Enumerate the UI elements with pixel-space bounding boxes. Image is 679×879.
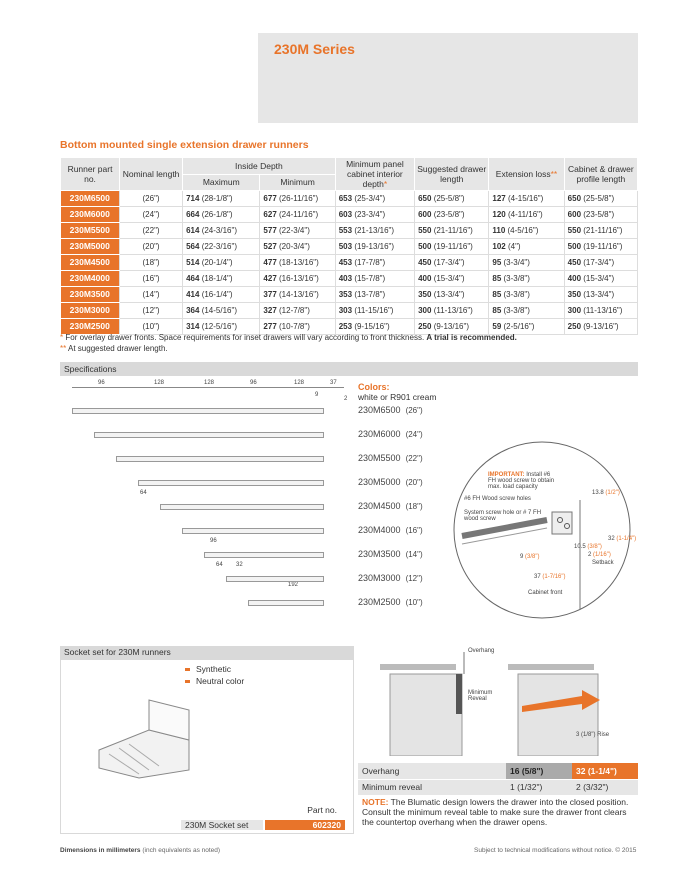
col-nominal: Nominal length: [120, 158, 183, 191]
detail-dim-1: 13.8 (1/2"): [592, 490, 620, 496]
min-panel-depth: 653 (25-3/4"): [335, 191, 414, 207]
cabinet-profile-length: 350 (13-3/4"): [564, 287, 637, 303]
runner-drawing: [160, 504, 324, 510]
detail-dim-6: 37 (1-7/16"): [534, 574, 566, 580]
runner-drawing-label: 230M3000 (12"): [358, 573, 423, 583]
max-depth: 564 (22-3/16"): [183, 239, 260, 255]
top-dim-6: 37: [330, 380, 337, 386]
top-dim-5: 128: [294, 380, 305, 386]
runner-drawing: [182, 528, 324, 534]
nominal-length: (12"): [120, 303, 183, 319]
nominal-length: (22"): [120, 223, 183, 239]
extension-loss: 110 (4-5/16"): [489, 223, 564, 239]
runner-part-number: 230M2500: [61, 319, 120, 335]
col-cabinet: Cabinet & drawer profile length: [564, 158, 637, 191]
bullet-icon: [185, 680, 190, 683]
suggested-length: 600 (23-5/8"): [415, 207, 489, 223]
runner-drawing-label: 230M6000 (24"): [358, 429, 423, 439]
runner-part-number: 230M4000: [61, 271, 120, 287]
min-depth: 627 (24-11/16"): [260, 207, 335, 223]
detail-system-screw: System screw hole or # 7 FH wood screw: [464, 510, 542, 522]
cabinet-profile-length: 650 (25-5/8"): [564, 191, 637, 207]
colors-block: [358, 382, 436, 402]
suggested-length: 400 (15-3/4"): [415, 271, 489, 287]
runners-table: [60, 157, 638, 335]
bullet-icon: [185, 668, 190, 671]
socket-option-1: Synthetic: [185, 664, 231, 674]
runner-drawing: [226, 576, 324, 582]
max-depth: 664 (26-1/8"): [183, 207, 260, 223]
detail-dim-2: 32 (1-1/4"): [608, 536, 637, 542]
runner-drawing: [94, 432, 324, 438]
footer-right: Subject to technical modifications without notice. © 2015: [474, 847, 637, 854]
extension-loss: 120 (4-11/16"): [489, 207, 564, 223]
col-min-panel: Minimum panel cabinet interior depth*: [335, 158, 414, 191]
cabinet-profile-length: 550 (21-11/16"): [564, 223, 637, 239]
col-maximum: Maximum: [183, 174, 260, 191]
min-depth: 577 (22-3/4"): [260, 223, 335, 239]
runner-drawing-label: 230M3500 (14"): [358, 549, 423, 559]
min-reveal-label: Minimum Reveal: [468, 690, 493, 702]
suggested-length: 300 (11-13/16"): [415, 303, 489, 319]
min-panel-depth: 553 (21-13/16"): [335, 223, 414, 239]
table-note-1: * For overlay drawer fronts. Space requirements for inset drawers will vary according to front thickness. A trial is recommended.: [60, 333, 517, 342]
nominal-length: (20"): [120, 239, 183, 255]
runner-drawing-label: 230M5000 (20"): [358, 477, 423, 487]
overhang-diagram-1: [380, 652, 500, 756]
side-dim-1: 9: [315, 392, 319, 398]
runner-drawing-label: 230M4500 (18"): [358, 501, 423, 511]
overhang-row-v2: 32 (1-1/4"): [572, 763, 638, 779]
max-depth: 614 (24-3/16"): [183, 223, 260, 239]
socket-header: Socket set for 230M runners: [60, 646, 354, 659]
left-dim-4: 32: [236, 562, 243, 568]
socket-item-number: 602320: [265, 820, 345, 830]
specifications-header: Specifications: [60, 362, 638, 376]
runner-drawing: [204, 552, 324, 558]
runner-drawing: [72, 408, 324, 414]
extension-loss: 59 (2-5/16"): [489, 319, 564, 335]
col-runner: Runner part no.: [61, 158, 120, 191]
overhang-row-label: Overhang: [358, 763, 506, 779]
col-suggested: Suggested drawer length: [415, 158, 489, 191]
left-dim-5: 192: [288, 582, 299, 588]
overhang-row-v1: 16 (5/8"): [506, 763, 572, 779]
cabinet-profile-length: 400 (15-3/4"): [564, 271, 637, 287]
min-depth: 427 (16-13/16"): [260, 271, 335, 287]
socket-panel: [60, 659, 354, 834]
series-title: 230M Series: [274, 41, 355, 57]
runner-drawing-label: 230M2500 (10"): [358, 597, 423, 607]
suggested-length: 450 (17-3/4"): [415, 255, 489, 271]
cabinet-profile-length: 450 (17-3/4"): [564, 255, 637, 271]
cabinet-profile-length: 500 (19-11/16"): [564, 239, 637, 255]
detail-screw-holes: #6 FH Wood screw holes: [464, 496, 531, 502]
min-panel-depth: 403 (15-7/8"): [335, 271, 414, 287]
suggested-length: 350 (13-3/4"): [415, 287, 489, 303]
extension-loss: 127 (4-15/16"): [489, 191, 564, 207]
table-note-2: ** At suggested drawer length.: [60, 344, 168, 353]
extension-loss: 85 (3-3/8"): [489, 271, 564, 287]
colors-value: white or R901 cream: [358, 392, 437, 402]
table-row: [61, 303, 638, 319]
col-extension: Extension loss**: [489, 158, 564, 191]
runners-table-title: Bottom mounted single extension drawer runners: [60, 139, 309, 151]
reveal-row-v1: 1 (1/32"): [506, 779, 572, 795]
reveal-row: [358, 779, 638, 795]
nominal-length: (24"): [120, 207, 183, 223]
min-panel-depth: 453 (17-7/8"): [335, 255, 414, 271]
max-depth: 364 (14-5/16"): [183, 303, 260, 319]
runner-drawing-label: 230M4000 (16"): [358, 525, 423, 535]
left-dim-2: 96: [210, 538, 217, 544]
table-row: [61, 207, 638, 223]
top-dim-4: 96: [250, 380, 257, 386]
runner-drawing-label: 230M6500 (26"): [358, 405, 423, 415]
nominal-length: (14"): [120, 287, 183, 303]
table-row: [61, 255, 638, 271]
suggested-length: 650 (25-5/8"): [415, 191, 489, 207]
series-header: [258, 33, 638, 123]
overhang-table: [358, 763, 638, 796]
cabinet-profile-length: 600 (23-5/8"): [564, 207, 637, 223]
extension-loss: 85 (3-3/8"): [489, 303, 564, 319]
runner-part-number: 230M5500: [61, 223, 120, 239]
table-row: [61, 223, 638, 239]
extension-loss: 95 (3-3/4"): [489, 255, 564, 271]
cabinet-profile-length: 250 (9-13/16"): [564, 319, 637, 335]
specifications-drawing: [60, 376, 638, 632]
min-depth: 677 (26-11/16"): [260, 191, 335, 207]
min-depth: 277 (10-7/8"): [260, 319, 335, 335]
detail-important: IMPORTANT: Install #6 FH wood screw to obtain max. load capacity: [488, 472, 555, 490]
runner-part-number: 230M5000: [61, 239, 120, 255]
col-inside-depth: Inside Depth: [183, 158, 336, 175]
footer-left: Dimensions in millimeters (inch equivalents as noted): [60, 847, 221, 854]
detail-dim-3: 10.5 (3/8"): [574, 544, 602, 550]
min-panel-depth: 603 (23-3/4"): [335, 207, 414, 223]
top-dimension-line: [72, 387, 344, 388]
extension-loss: 85 (3-3/8"): [489, 287, 564, 303]
cabinet-profile-length: 300 (11-13/16"): [564, 303, 637, 319]
overhang-diagram-2: [508, 652, 634, 756]
nominal-length: (16"): [120, 271, 183, 287]
overhang-row: [358, 763, 638, 779]
detail-cabinet-front: Cabinet front: [528, 590, 563, 596]
table-row: [61, 239, 638, 255]
overhang-label: Overhang: [468, 648, 495, 654]
min-depth: 327 (12-7/8"): [260, 303, 335, 319]
max-depth: 514 (20-1/4"): [183, 255, 260, 271]
extension-loss: 102 (4"): [489, 239, 564, 255]
min-depth: 377 (14-13/16"): [260, 287, 335, 303]
min-panel-depth: 503 (19-13/16"): [335, 239, 414, 255]
nominal-length: (26"): [120, 191, 183, 207]
top-dim-1: 96: [98, 380, 105, 386]
socket-image: [89, 690, 199, 780]
runner-part-number: 230M6000: [61, 207, 120, 223]
suggested-length: 550 (21-11/16"): [415, 223, 489, 239]
suggested-length: 500 (19-11/16"): [415, 239, 489, 255]
max-depth: 314 (12-5/16"): [183, 319, 260, 335]
min-panel-depth: 253 (9-15/16"): [335, 319, 414, 335]
runner-part-number: 230M3000: [61, 303, 120, 319]
socket-option-2: Neutral color: [185, 676, 244, 686]
min-panel-depth: 353 (13-7/8"): [335, 287, 414, 303]
rise-label: 3 (1/8") Rise: [576, 732, 610, 738]
reveal-row-label: Minimum reveal: [358, 779, 506, 795]
left-dim-3: 64: [216, 562, 223, 568]
detail-dim-5: 2 (1/16"): [588, 552, 611, 558]
reveal-row-v2: 2 (3/32"): [572, 779, 638, 795]
runner-drawing: [138, 480, 324, 486]
runner-part-number: 230M6500: [61, 191, 120, 207]
max-depth: 464 (18-1/4"): [183, 271, 260, 287]
detail-dim-4: 9 (3/8"): [520, 554, 540, 560]
runner-drawing: [116, 456, 324, 462]
min-depth: 527 (20-3/4"): [260, 239, 335, 255]
nominal-length: (10"): [120, 319, 183, 335]
left-dim-1: 64: [140, 490, 147, 496]
detail-setback: Setback: [592, 560, 614, 566]
part-no-label: Part no.: [307, 805, 337, 815]
top-dim-3: 128: [204, 380, 215, 386]
socket-item-name: 230M Socket set: [181, 820, 263, 830]
table-row: [61, 271, 638, 287]
colors-label: Colors:: [358, 382, 390, 392]
runner-drawing: [248, 600, 324, 606]
runner-drawing-label: 230M5500 (22"): [358, 453, 423, 463]
suggested-length: 250 (9-13/16"): [415, 319, 489, 335]
overhang-note: NOTE: The Blumatic design lowers the drawer into the closed position. Consult the minimum reveal table to make sure the drawer front clears the countertop overhang when the drawer opens.: [362, 797, 629, 827]
top-dim-2: 128: [154, 380, 165, 386]
col-minimum: Minimum: [260, 174, 335, 191]
min-depth: 477 (18-13/16"): [260, 255, 335, 271]
runner-part-number: 230M4500: [61, 255, 120, 271]
min-panel-depth: 303 (11-15/16"): [335, 303, 414, 319]
runner-part-number: 230M3500: [61, 287, 120, 303]
table-row: [61, 191, 638, 207]
socket-part-row: [181, 819, 345, 833]
table-row: [61, 287, 638, 303]
side-dim-2: 2: [344, 396, 348, 402]
overhang-diagram: [358, 646, 638, 762]
max-depth: 414 (16-1/4"): [183, 287, 260, 303]
nominal-length: (18"): [120, 255, 183, 271]
max-depth: 714 (28-1/8"): [183, 191, 260, 207]
